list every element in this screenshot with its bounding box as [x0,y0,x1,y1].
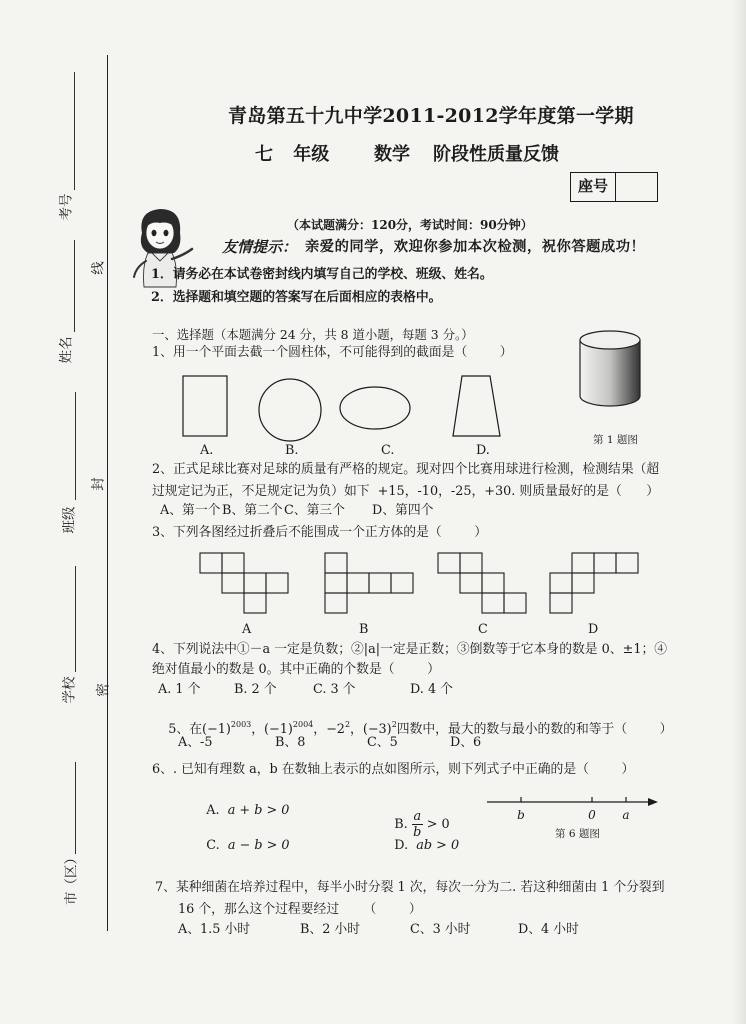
q4-option-d: D. 4 个 [410,682,453,697]
net-d-square [550,573,572,593]
district-label: 市（区） [63,851,80,905]
exam-type-title: 阶段性质量反馈 [433,144,559,165]
q6-option-c [190,822,290,870]
seal-mark: 封 [90,477,107,491]
q5-option-b: B、8 [275,735,306,750]
q5-term-3-exponent: 2 [344,720,351,729]
instruction-1: 1．请务必在本试卷密封线内填写自己的学校、班级、姓名。 [151,267,493,282]
q5-term-3-base: −2 [326,722,345,737]
school-title: 青岛第五十九中学2011-2012学年度第一学期 [228,105,634,127]
q1-cross-section-shapes [175,370,510,442]
net-c-square [504,593,526,613]
exam-number-label: 考号 [58,193,75,221]
net-d-square [550,593,572,613]
seal-line [107,55,108,931]
q1-rectangle-shape [183,376,227,436]
net-c-square [438,553,460,573]
q2-stem-line1: 2、正式足球比赛对足球的质量有严格的规定。现对四个比赛用球进行检测，检测结果（超 [152,462,660,477]
q2-option-c: C、第三个 [284,503,345,518]
line-mark: 线 [90,261,107,275]
net-a [200,553,288,613]
q5-term-2-base: (−1) [264,722,293,737]
q1-stem: 1、用一个平面去截一个圆柱体，不可能得到的截面是（ ） [152,345,513,360]
q5-option-a: A、-5 [178,735,213,750]
net-d-square [594,553,616,573]
q3-stem: 3、下列各图经过折叠后不能围成一个正方体的是（ ） [152,525,488,540]
net-c-square [482,573,504,593]
q2-option-b: B、第二个 [222,503,283,518]
q4-stem-line1: 4、下列说法中①－a 一定是负数；②|a|一定是正数；③倒数等于它本身的数是 0、±1；④ [152,642,668,657]
q5-suffix: 四数中，最大的数与最小的数的和等于（ ） [396,722,673,737]
q6-option-d-expression: ab > 0 [416,838,460,853]
q4-option-b: B. 2 个 [234,682,277,697]
q6-option-b-relation: > 0 [426,817,450,832]
q6-option-d-label: D. [394,838,409,853]
q6-option-b-numerator: a [413,809,422,824]
number-line-label-b: b [517,808,525,822]
q4-stem-line2: 绝对值最小的数是 0。其中正确的个数是（ ） [152,662,440,677]
q3-option-c: C [478,622,488,637]
net-a-square [222,553,244,573]
subject-title: 数学 [374,144,410,165]
net-a-square [266,573,288,593]
net-b-square [369,573,391,593]
q3-option-a: A [242,622,252,637]
q2-option-a: A、第一个 [160,503,221,518]
q7-stem-line2: 16 个，那么这个过程要经过 （ ） [178,902,422,917]
q1-circle-shape [259,379,321,441]
seat-number-box [570,172,658,202]
q1-option-d: D. [476,443,490,458]
cylinder-figure [576,328,644,410]
seat-number-label: 座号 [571,173,616,201]
q5-term-4-base: (−3) [362,722,392,737]
net-d-square [616,553,638,573]
q6-option-a-label: A. [206,803,220,818]
q1-ellipse-shape [340,387,410,429]
net-c-square [460,573,482,593]
q6-option-a-expression: a + b > 0 [227,803,290,818]
exam-number-blank-line [74,72,75,190]
q5-separator: ， [251,722,265,737]
q7-option-a: A、1.5 小时 [178,922,251,937]
q6-figure-caption: 第 6 题图 [555,828,600,840]
seat-number-blank [616,173,657,201]
cylinder-top [580,331,640,349]
net-d-square [572,573,594,593]
instruction-2: 2．选择题和填空题的答案写在后面相应的表格中。 [151,290,442,305]
q7-option-d: D、4 小时 [518,922,579,937]
school-blank-line [75,566,76,672]
q5-term-1-exponent: 2003 [230,720,252,729]
scan-edge-shadow [732,0,746,1024]
net-c [438,553,526,613]
net-a-square [222,573,244,593]
q7-option-c: C、3 小时 [410,922,471,937]
net-a-square [244,573,266,593]
net-b-square [325,553,347,573]
q2-option-d: D、第四个 [372,503,434,518]
q6-option-c-label: C. [206,838,220,853]
section-heading: 一、选择题（本题满分 24 分，共 8 道小题，每题 3 分。） [152,327,474,342]
net-d [550,553,638,613]
class-label: 班级 [61,506,78,534]
q1-option-a: A. [200,443,214,458]
q3-cube-nets [195,550,645,618]
grade-title: 七 年级 [255,144,330,165]
class-blank-line [75,392,76,500]
q1-figure-caption: 第 1 题图 [593,434,638,446]
q6-option-c-expression: a − b > 0 [227,838,290,853]
q7-stem-line1: 7、某种细菌在培养过程中，每半小时分裂 1 次，每次一分为二. 若这种细菌由 1 个分裂到 [155,880,665,895]
q6-stem: 6、. 已知有理数 a，b 在数轴上表示的点如图所示，则下列式子中正确的是（ ） [152,762,635,777]
q1-option-b: B. [285,443,299,458]
net-b-square [347,573,369,593]
q5-stem [152,706,672,754]
number-line-label-zero: 0 [588,808,596,822]
net-a-square [244,593,266,613]
net-a-square [200,553,222,573]
q5-prefix: 5、在 [168,722,203,737]
q5-option-d: D、6 [450,735,482,750]
net-b [325,553,413,613]
tip-text: 亲爱的同学，欢迎你参加本次检测，祝你答题成功！ [305,239,646,255]
q6-number-line [484,792,662,826]
tip-label: 友情提示： [222,238,298,256]
q4-option-c: C. 3 个 [313,682,356,697]
q2-stem-line2: 过规定记为正，不足规定记为负）如下 +15，-10，-25，+30. 则质量最好的是（ ） [152,484,660,499]
name-blank-line [74,240,75,332]
q4-option-a: A. 1 个 [158,682,201,697]
q3-option-b: B [359,622,369,637]
name-label: 姓名 [58,336,75,364]
district-blank-line [75,762,76,854]
q5-term-4-exponent: 2 [391,720,397,729]
q6-option-b-denominator: b [413,825,422,840]
q1-trapezoid-shape [453,376,500,436]
q6-option-d [378,822,459,870]
q5-option-c: C、5 [367,735,398,750]
score-info: （本试题满分：120分，考试时间：90分钟） [287,218,533,232]
q5-separator: ， [313,722,327,737]
q1-option-c: C. [381,443,395,458]
secret-mark: 密 [95,683,112,697]
q7-option-b: B、2 小时 [300,922,361,937]
q5-term-2-exponent: 2004 [292,720,314,729]
school-label: 学校 [61,676,78,704]
net-b-square [325,593,347,613]
number-line-label-a: a [622,808,630,822]
net-c-square [482,593,504,613]
net-c-square [460,553,482,573]
q5-term-1-base: (−1) [202,722,231,737]
net-d-square [572,553,594,573]
number-line-arrow-icon [648,798,658,806]
q3-option-d: D [588,622,599,637]
net-b-square [391,573,413,593]
cylinder-body [580,340,640,406]
q5-separator: ， [350,722,363,737]
q6-option-b-label: B. [394,817,408,832]
net-b-square [325,573,347,593]
